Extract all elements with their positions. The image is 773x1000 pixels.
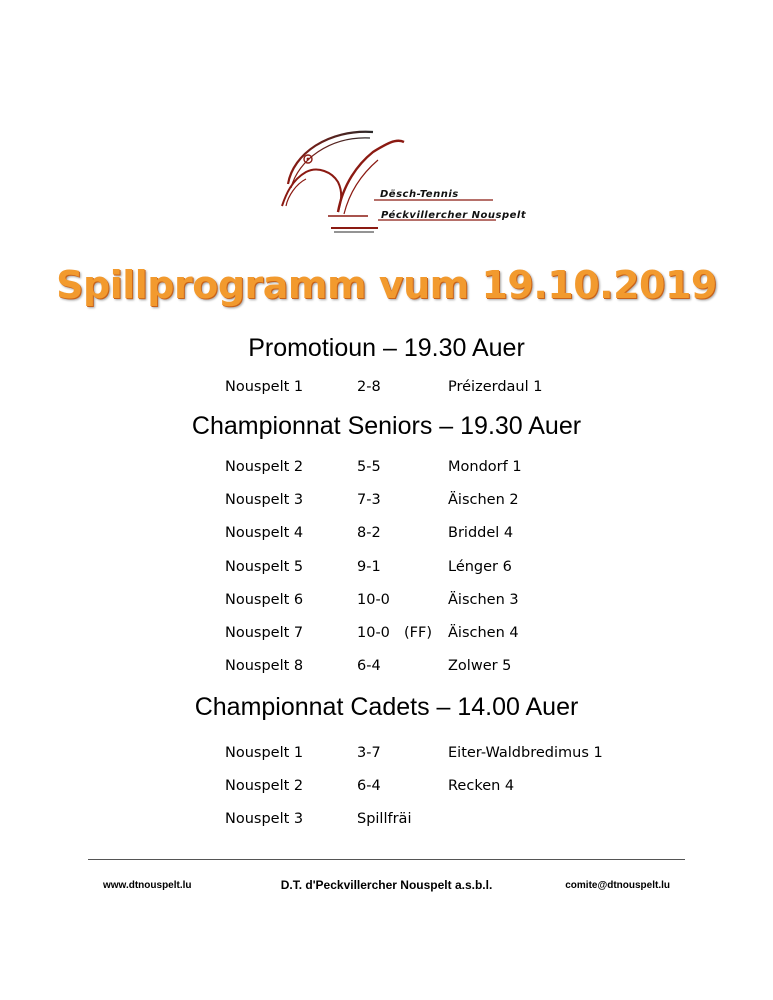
footer-website[interactable]: www.dtnouspelt.lu	[103, 880, 192, 891]
home-team: Nouspelt 4	[225, 525, 304, 541]
away-team: Äischen 4	[448, 625, 519, 641]
section-title-promotioun: Promotioun – 19.30 Auer	[248, 334, 525, 362]
away-team: Recken 4	[448, 778, 515, 794]
logo-line-2: Péckvillercher Nouspelt	[381, 210, 527, 221]
home-team: Nouspelt 5	[225, 559, 304, 575]
score: 10-0	[357, 625, 390, 641]
score: 5-5	[357, 459, 381, 475]
home-team: Nouspelt 2	[225, 778, 304, 794]
footer-email[interactable]: comite@dtnouspelt.lu	[565, 880, 670, 891]
section-title-cadets: Championnat Cadets – 14.00 Auer	[194, 693, 579, 721]
away-team: Lénger 6	[448, 559, 512, 575]
logo-line-1: Dësch-Tennis	[380, 189, 459, 200]
score: Spillfräi	[357, 811, 412, 827]
away-team: Préizerdaul 1	[448, 379, 543, 395]
away-team: Eiter-Waldbredimus 1	[448, 745, 603, 761]
forfeit-note: (FF)	[404, 625, 432, 641]
score: 6-4	[357, 658, 381, 674]
home-team: Nouspelt 6	[225, 592, 304, 608]
home-team: Nouspelt 1	[225, 379, 304, 395]
home-team: Nouspelt 3	[225, 492, 304, 508]
home-team: Nouspelt 2	[225, 459, 304, 475]
score: 2-8	[357, 379, 381, 395]
away-team: Mondorf 1	[448, 459, 522, 475]
score: 9-1	[357, 559, 381, 575]
score: 6-4	[357, 778, 381, 794]
away-team: Äischen 3	[448, 592, 519, 608]
away-team: Briddel 4	[448, 525, 514, 541]
away-team: Zolwer 5	[448, 658, 512, 674]
home-team: Nouspelt 3	[225, 811, 304, 827]
score: 8-2	[357, 525, 381, 541]
score: 3-7	[357, 745, 381, 761]
home-team: Nouspelt 7	[225, 625, 304, 641]
section-title-seniors: Championnat Seniors – 19.30 Auer	[191, 412, 582, 440]
home-team: Nouspelt 8	[225, 658, 304, 674]
footer-divider	[88, 859, 685, 860]
score: 7-3	[357, 492, 381, 508]
home-team: Nouspelt 1	[225, 745, 304, 761]
away-team: Äischen 2	[448, 492, 519, 508]
score: 10-0	[357, 592, 390, 608]
page-title: Spillprogramm vum 19.10.2019	[56, 263, 717, 307]
footer-club-name: D.T. d'Peckvillercher Nouspelt a.s.b.l.	[280, 878, 493, 892]
